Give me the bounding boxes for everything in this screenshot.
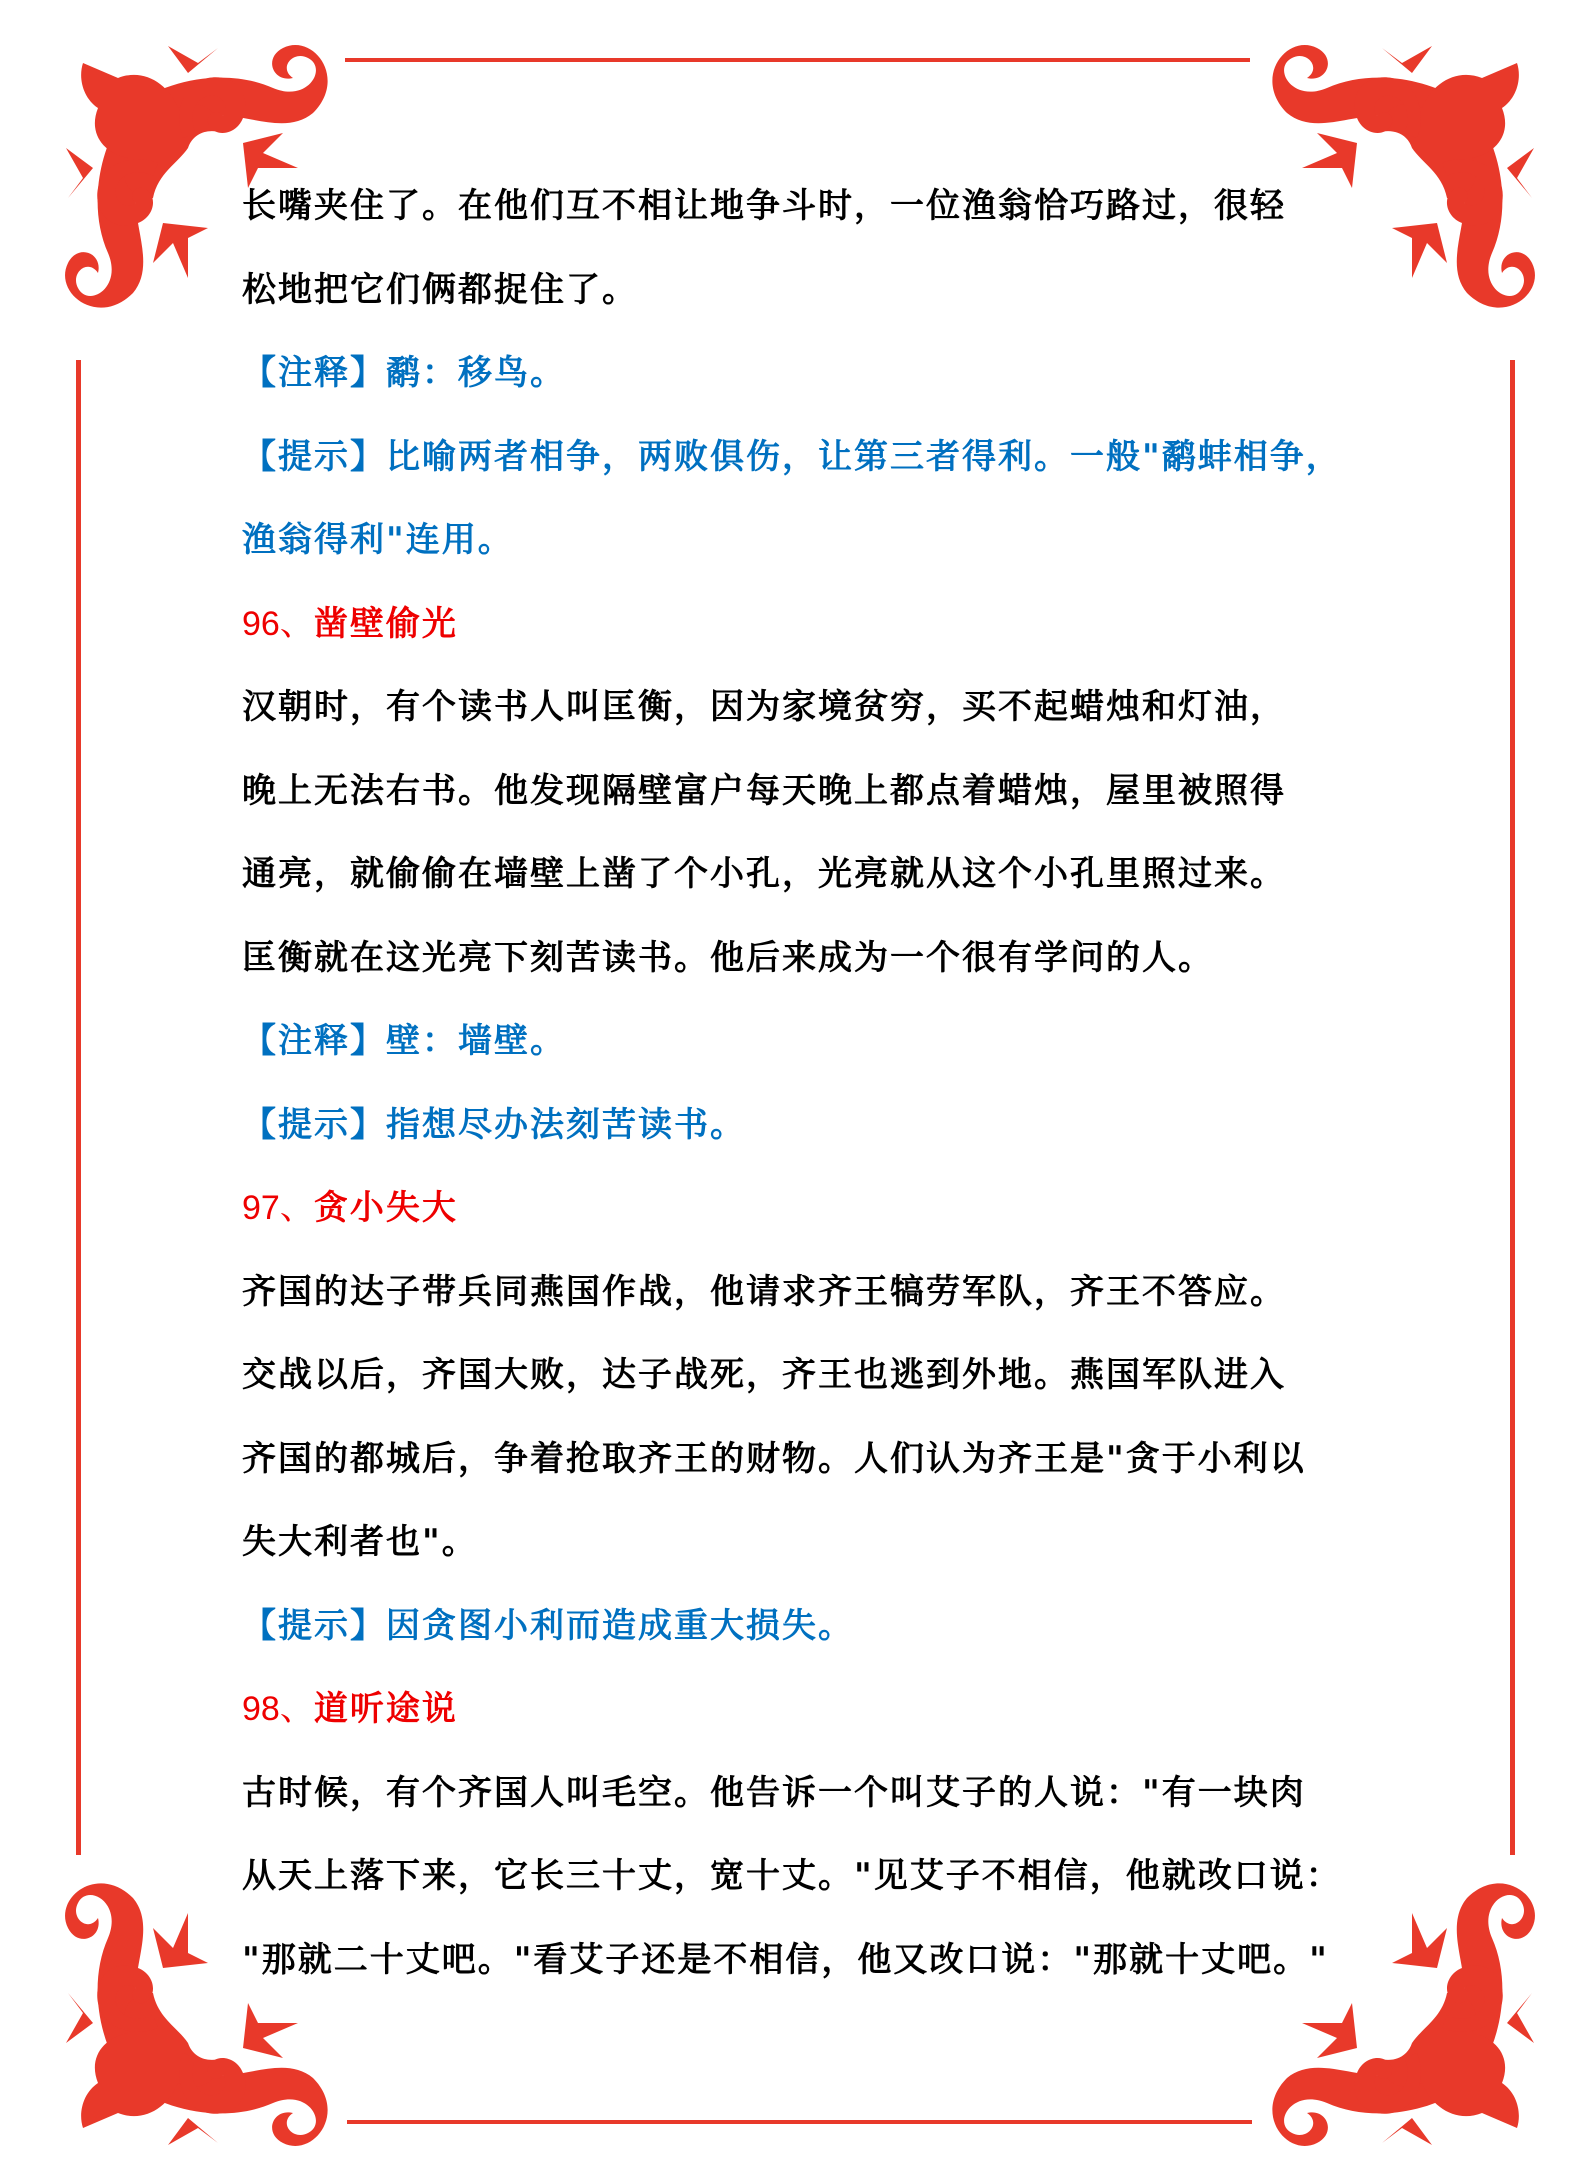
idiom-title — [242, 1668, 1342, 1752]
idiom-name: 贪小失大 — [313, 1188, 458, 1228]
story-text-line: 齐国的达子带兵同燕国作战，他请求齐王犒劳军队，齐王不答应。 — [242, 1271, 1286, 1312]
idiom-title — [242, 583, 1342, 667]
annotation-line: 【注释】鹬：移鸟。 — [242, 353, 566, 393]
idiom-name: 凿壁偷光 — [313, 603, 458, 644]
idiom-name: 道听途说 — [313, 1689, 458, 1729]
story-text-line: 长嘴夹住了。在他们互不相让地争斗时，一位渔翁恰巧路过，很轻 — [242, 186, 1286, 226]
story-text-line: 松地把它们俩都捉住了。 — [242, 269, 638, 310]
hint-line: 【提示】比喻两者相争，两败俱伤，让第三者得利。一般"鹬蚌相争， — [242, 436, 1342, 477]
story-text-line: 失大利者也"。 — [242, 1522, 478, 1562]
document-content — [242, 165, 1342, 2002]
idiom-number: 96、 — [242, 604, 314, 643]
story-text-line: 齐国的都城后，争着抢取齐王的财物。人们认为齐王是"贪于小利以 — [242, 1438, 1306, 1479]
frame-top-border — [345, 58, 1250, 62]
story-text-line: 匡衡就在这光亮下刻苦读书。他后来成为一个很有学问的人。 — [242, 937, 1214, 978]
hint-line: 【提示】因贪图小利而造成重大损失。 — [242, 1605, 854, 1646]
story-text-line: 晚上无法右书。他发现隔壁富户每天晚上都点着蜡烛，屋里被照得 — [242, 770, 1286, 811]
story-text-line: 汉朝时，有个读书人叫匡衡，因为家境贫穷，买不起蜡烛和灯油， — [242, 687, 1286, 727]
story-text-line: 通亮，就偷偷在墙壁上凿了个小孔，光亮就从这个小孔里照过来。 — [242, 854, 1286, 894]
hint-line: 【提示】指想尽办法刻苦读书。 — [242, 1104, 746, 1145]
idiom-number: 97、 — [242, 1189, 314, 1227]
story-text-line: 从天上落下来，它长三十丈，宽十丈。"见艾子不相信，他就改口说： — [242, 1856, 1342, 1896]
frame-right-border — [1510, 360, 1515, 1855]
annotation-line: 【注释】壁：墙壁。 — [242, 1021, 566, 1061]
idiom-number: 98、 — [242, 1690, 314, 1728]
frame-left-border — [76, 360, 81, 1855]
hint-line: 渔翁得利"连用。 — [242, 520, 514, 560]
story-text-line: 古时候，有个齐国人叫毛空。他告诉一个叫艾子的人说："有一块肉 — [242, 1772, 1306, 1813]
story-text-line: 交战以后，齐国大败，达子战死，齐王也逃到外地。燕国军队进入 — [242, 1355, 1286, 1395]
story-text-line: "那就二十丈吧。"看艾子还是不相信，他又改口说："那就十丈吧。" — [242, 1939, 1329, 1980]
idiom-title — [242, 1167, 1342, 1251]
frame-bottom-border — [347, 2120, 1252, 2124]
